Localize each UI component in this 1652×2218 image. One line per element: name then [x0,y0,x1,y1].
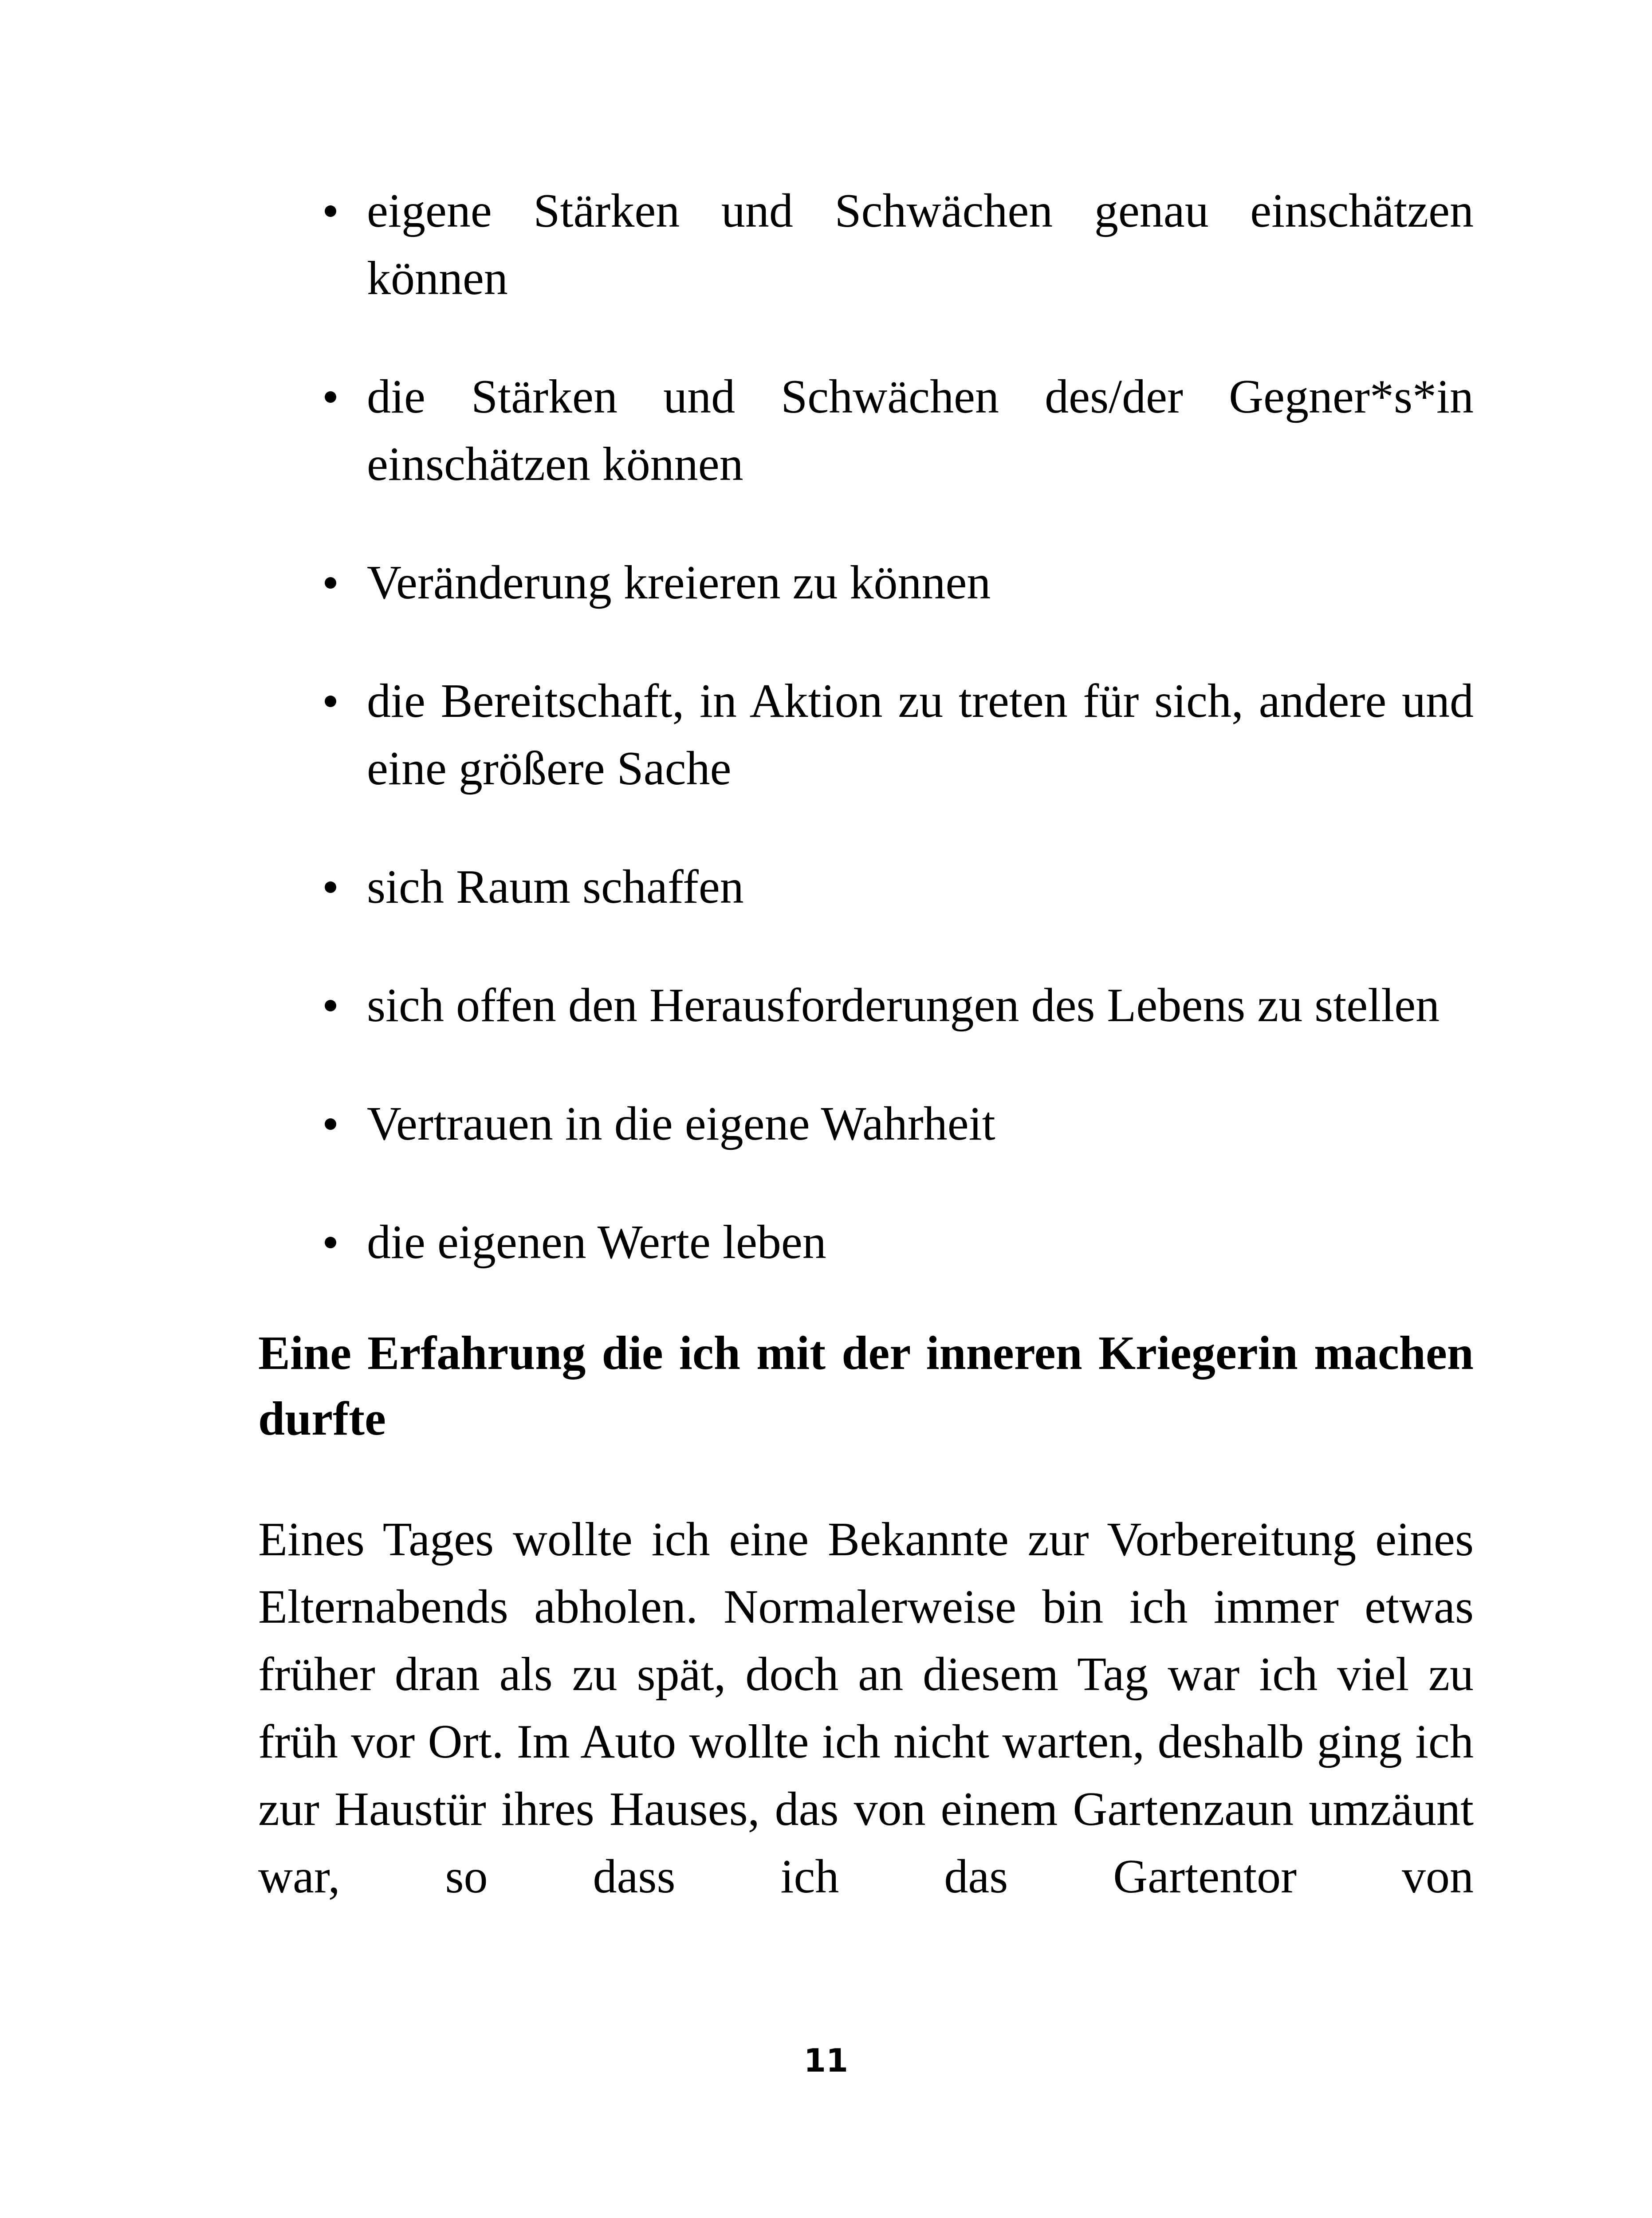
bullet-text: die eigenen Werte leben [367,1216,826,1269]
bullet-icon [325,205,336,217]
bullet-item [258,1209,1474,1276]
bullet-item [258,668,1474,802]
bullet-item [258,853,1474,921]
bullet-item [258,177,1474,312]
section-heading: Eine Erfahrung die ich mit der inneren Kriegerin machen durfte [258,1327,1474,1445]
bullet-icon [325,391,336,403]
bullet-item [258,972,1474,1039]
bullet-icon [325,696,336,707]
bullet-icon [325,1000,336,1011]
bullet-icon [325,577,336,589]
bullet-text: Veränderung kreieren zu können [367,556,991,609]
bullet-text: die Stärken und Schwächen des/der Gegner*s*in einschätzen können [367,370,1474,491]
bullet-text: sich Raum schaffen [367,861,744,913]
bullet-text: Vertrauen in die eigene Wahrheit [367,1097,995,1150]
page-content [258,177,1474,1911]
page-number: 11 [803,2042,849,2079]
bullet-icon [325,881,336,893]
bullet-item [258,549,1474,617]
body-paragraph: Eines Tages wollte ich eine Bekannte zur Vorbereitung eines Elternabends abholen. Normalerweise bin ich immer etwas früher dran als zu spät, doch an diesem Tag war ich viel zu früh vor Ort. Im Auto wollte ich nicht warten, deshalb ging ich zur Haustür ihres Hauses, das von einem Gartenzaun umzäunt war, so dass ich das Gartentor von [258,1513,1474,1903]
bullet-list [258,177,1474,1276]
bullet-item [258,1090,1474,1158]
bullet-text: sich offen den Herausforderungen des Lebens zu stellen [367,979,1440,1032]
bullet-icon [325,1237,336,1248]
bullet-text: die Bereitschaft, in Aktion zu treten für sich, andere und eine größere Sache [367,675,1474,795]
bullet-icon [325,1118,336,1130]
bullet-item [258,363,1474,498]
bullet-text: eigene Stärken und Schwächen genau einschätzen können [367,185,1474,305]
